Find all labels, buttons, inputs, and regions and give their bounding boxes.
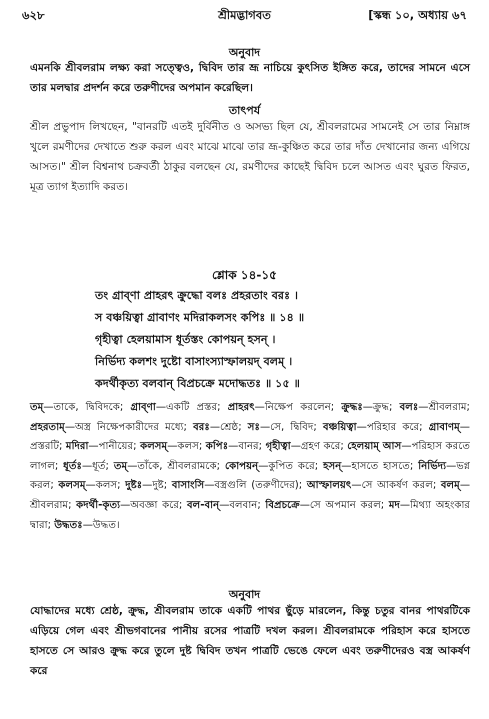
synonym-word: বিপ্রচক্রে [265, 499, 300, 511]
synonym-meaning: —তাকে, দ্বিবিদকে; [43, 402, 131, 413]
synonym-meaning: —দুষ্ট; [142, 480, 172, 492]
synonym-word: বলঃ [399, 402, 419, 413]
synonym-meaning: —প্রস্তরটি; [30, 421, 470, 453]
synonym-word: সঃ [247, 421, 260, 433]
verse-line: নির্ভিদ্য কলশং দুষ্টো বাসাংস্যাস্ফালয়দ্ বলম্ । [95, 355, 293, 368]
synonym-word: মদ [388, 499, 400, 511]
synonym-word: বল-বান্ [187, 499, 220, 511]
synonym-meaning: —হাসতে হাসতে; [341, 460, 419, 472]
synonym-word: বঞ্চয়িত্বা [322, 421, 357, 433]
synonym-meaning: —বানর; [228, 441, 266, 453]
synonym-meaning: —সে, দ্বিবিদ; [259, 421, 323, 433]
synonym-word: মদিরা [65, 441, 89, 453]
translation-heading-2: অনুবাদ [228, 588, 261, 601]
synonym-meaning: —উদ্ধত। [82, 519, 120, 531]
synonyms-block [30, 398, 470, 535]
synonym-word: কপিঃ [205, 441, 229, 453]
synonym-meaning: —গ্রহণ করে; [290, 441, 348, 453]
synonym-meaning: —ভগ্ন করল; [30, 460, 471, 492]
synonym-word: দুষ্টঃ [125, 480, 143, 492]
synonym-word: আস্ফালয়ৎ [306, 480, 352, 492]
synonym-word: তম্ [30, 402, 44, 413]
book-title: শ্রীমদ্ভাগবত [218, 8, 271, 22]
synonym-meaning: —ক্রুদ্ধ; [362, 402, 400, 413]
synonym-word: নির্ভিদ্য [418, 460, 447, 472]
translation-text-2: যোদ্ধাদের মধ্যে শ্রেষ্ঠ, ক্রুদ্ধ, শ্রীবলরাম তাকে একটি পাথর ছুঁড়ে মারলেন, কিন্তু চতুর বানর পাথরটিকে এড়িয়ে গেল এবং শ্রীভগবানের পানীয় রসের পাত্রটি দখল করল। শ্রীবলরামকে পরিহাস করে হাসতে হাসতে সে আরও ক্রুদ্ধ করে তুলে দুষ্ট দ্বিবিদ তখন পাত্রটি ভেঙে ফেলে এবং তরুণীদেরও বস্ত্র আকর্ষণ করে [30, 605, 470, 677]
sanskrit-verse [95, 285, 465, 395]
synonym-meaning: —নিক্ষেপ করলেন; [254, 402, 342, 413]
synonym-meaning: —কুপিত করে; [258, 460, 324, 472]
synonym-word: কোপয়ন্ [225, 460, 259, 472]
synonym-word: ক্রুদ্ধঃ [341, 402, 363, 413]
synonym-meaning: —পানীয়ের; [88, 441, 141, 453]
verse-line: স বঞ্চয়িত্বা গ্রাবাণং মদিরাকলসং কপিঃ ॥ ১৪ ॥ [95, 311, 305, 324]
synonym-meaning: —তাঁকে, শ্রীবলরামকে; [127, 460, 225, 472]
shloka-heading: শ্লোক ১৪-১৫ [212, 268, 277, 282]
synonym-word: গ্রাবাণম্ [428, 421, 460, 433]
synonym-meaning: —বলবান; [219, 499, 266, 511]
translation-text: এমনকি শ্রীবলরাম লক্ষ্য করা সত্ত্বেও, দ্বিবিদ তার ভ্রূ নাচিয়ে কুৎসিত ইঙ্গিত করে, তাদের সামনে এসে তার মলদ্বার প্রদর্শন করে তরুণীদের অপমান করেছিল। [30, 62, 470, 94]
synonym-meaning: —অবজ্ঞা করে; [120, 499, 187, 511]
verse-line: কদর্থীকৃত্য বলবান্ বিপ্রচক্রে মদোদ্ধতঃ ॥ ১৫ ॥ [95, 377, 300, 390]
page-header [22, 6, 467, 24]
synonym-meaning: —পরিহার করে; [356, 421, 429, 433]
synonym-word: উদ্ধতঃ [54, 519, 83, 531]
verse-line: গৃহীত্বা হেলয়ামাস ধূর্তস্তং কোপয়ন্ হসন্ । [95, 333, 276, 346]
purport-text: শ্রীল প্রভুপাদ লিখছেন, "বানরটি এতই দুর্বিনীত ও অসভ্য ছিল যে, শ্রীবলরামের সামনেই সে তার নিম্নাঙ্গ খুলে রমণীদের দেখাতে শুরু করল এবং মাঝে মাঝে তার ভ্রূ-কুঞ্চিত করে তার দাঁত দেখানোর জন্য এগিয়ে আসত।" শ্রীল বিশ্বনাথ চক্রবর্তী ঠাকুর বলছেন যে, রমণীদের কাছেই দ্বিবিদ চলে আসত এবং ঘুরত ফিরত, মূত্র ত্যাগ ইত্যাদি করত। [30, 121, 470, 193]
page-number: ৬২৮ [22, 8, 45, 22]
synonym-meaning: —শ্রেষ্ঠ; [209, 421, 248, 433]
synonym-meaning: —পরিহাস করতে লাগল; [30, 441, 471, 472]
synonym-word: হসন্ [323, 460, 342, 472]
synonym-word: কলসম্ [58, 480, 86, 492]
chapter-reference: [স্কন্ধ ১০, অধ্যায় ৬৭ [368, 8, 467, 22]
synonym-word: বরঃ [193, 421, 210, 433]
synonym-meaning: —একটি প্রস্তর; [155, 402, 228, 413]
synonym-meaning: —মিথ্যা অহংকার দ্বারা; [30, 499, 471, 531]
synonym-word: কলসম্ [140, 441, 168, 453]
synonym-word: ধূর্তঃ [63, 460, 82, 472]
synonym-meaning: —অস্ত্র নিক্ষেপকারীদের মধ্যে; [64, 421, 194, 433]
synonym-meaning: —শ্রীবলরাম; [30, 480, 470, 511]
synonym-word: তম্ [113, 460, 128, 472]
synonym-word: হেলয়াম্ আস [347, 441, 402, 453]
synonym-meaning: —কলস; [85, 480, 126, 492]
purport-heading: তাৎপর্য [228, 104, 261, 117]
synonym-word: গ্রাব্ণা [130, 402, 156, 413]
translation-heading: অনুবাদ [228, 46, 261, 59]
synonym-word: প্রহরতাম্ [30, 421, 65, 433]
synonym-meaning: —কলস; [167, 441, 206, 453]
synonym-meaning: —বস্ত্রগুলি (তরুণীদের); [204, 480, 307, 492]
synonym-word: গৃহীত্বা [265, 441, 291, 453]
synonym-meaning: —শ্রীবলরাম; [418, 402, 470, 413]
synonym-meaning: —ধূর্ত; [81, 460, 114, 472]
synonym-word: বলম্ [440, 480, 460, 492]
verse-line: তং গ্রাব্ণা প্রাহরৎ ক্রুদ্ধো বলঃ প্রহরতাং বরঃ । [95, 289, 298, 302]
synonym-word: বাসাংসি [171, 480, 205, 492]
synonym-meaning: —সে অপমান করল; [299, 499, 389, 511]
synonym-meaning: —সে আকর্ষণ করল; [351, 480, 441, 492]
synonym-word: কদর্থী-কৃত্য [76, 499, 121, 511]
synonym-word: প্রাহরৎ [227, 402, 255, 413]
